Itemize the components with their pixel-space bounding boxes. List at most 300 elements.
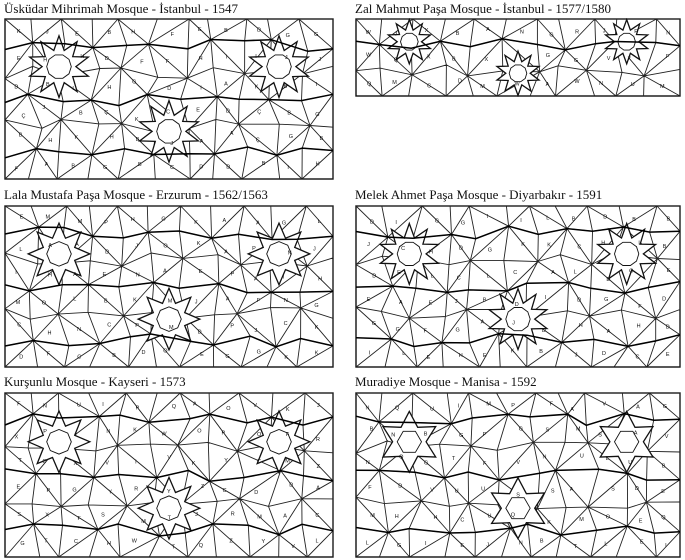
tile-letter: I: [102, 402, 104, 409]
tile-letter: Y: [108, 489, 113, 496]
tile-letter: M: [15, 300, 21, 306]
tile-letter: B: [539, 349, 543, 356]
tile-letter: O: [163, 348, 168, 355]
tile-letter: G: [629, 268, 634, 275]
panel-muradiye: [355, 375, 681, 558]
tile-letter: Q: [367, 81, 372, 88]
tile-letter: I: [72, 86, 74, 93]
tile-letter: V: [253, 403, 257, 410]
tile-letter: P: [135, 323, 139, 329]
tile-letter: J: [195, 512, 198, 519]
tile-letter: B: [138, 161, 142, 168]
tile-letter: W: [161, 431, 167, 438]
tile-letter: A: [254, 276, 258, 283]
tile-letter: K: [547, 519, 551, 526]
tile-letter: X: [426, 54, 431, 61]
tile-letter: N: [599, 81, 604, 88]
tile-letter: M: [480, 84, 485, 90]
rosette-star: [28, 411, 90, 473]
tile-letter: E: [482, 352, 487, 359]
tile-letter: F: [368, 484, 372, 491]
tile-letter: K: [285, 407, 290, 414]
tiling-pattern-lala-mustafa: [4, 205, 334, 368]
tile-letter: V: [664, 434, 669, 441]
tile-letter: H: [109, 134, 114, 141]
panel-title: Zal Mahmut Paşa Mosque - İstanbul - 1577/1580: [355, 1, 611, 16]
tile-letter: I: [282, 274, 285, 281]
tile-letter: P: [252, 245, 256, 252]
tile-letter: W: [366, 52, 372, 59]
tile-letter: B: [369, 426, 374, 433]
panel-title: Kurşunlu Mosque - Kayseri - 1573: [4, 374, 186, 389]
tile-letter: I: [315, 82, 318, 89]
tile-letter: H: [48, 272, 52, 279]
tile-letter: B: [18, 132, 23, 139]
tile-letter: B: [319, 136, 324, 142]
tile-letter: X: [14, 434, 19, 441]
tile-letter: B: [423, 431, 428, 438]
tile-letter: E: [460, 543, 465, 549]
tile-letter: K: [74, 135, 79, 142]
tile-letter: Q: [393, 57, 398, 64]
tile-letter: M: [257, 514, 262, 521]
tile-letter: H: [131, 29, 136, 36]
tile-letter: G: [460, 220, 466, 227]
tile-letter: Y: [167, 488, 171, 495]
tile-letter: G: [225, 354, 230, 360]
tile-letter: G: [161, 216, 166, 223]
tile-letter: B: [661, 463, 666, 470]
tile-letter: T: [171, 544, 176, 551]
tile-letter: O: [226, 405, 231, 412]
tile-letter: B: [135, 137, 140, 144]
tile-letter: S: [598, 432, 602, 439]
tile-letter: E: [661, 489, 665, 495]
tile-letter: N: [135, 272, 140, 279]
tile-letter: G: [132, 79, 137, 86]
tile-letter: A: [480, 319, 485, 326]
tile-letter: H: [80, 54, 85, 61]
tile-letter: N: [43, 403, 47, 410]
tile-letter: G: [455, 327, 460, 334]
tile-letter: E: [426, 354, 431, 361]
tile-letter: Ç: [21, 113, 26, 120]
tile-letter: C: [283, 321, 288, 327]
tile-letter: B: [283, 83, 288, 90]
tile-letter: Q: [661, 515, 666, 521]
tile-letter: N: [391, 432, 396, 439]
rosette-star: [248, 220, 310, 285]
tile-letter: H: [636, 323, 641, 330]
tile-letter: N: [518, 540, 523, 547]
tile-letter: T: [18, 458, 22, 465]
pattern-lines: [5, 19, 333, 179]
tile-letter: G: [604, 297, 609, 304]
tiling-pattern-zal-mahmut: [355, 18, 681, 97]
tile-letter: H: [458, 352, 463, 359]
tile-letter: C: [401, 246, 406, 253]
tile-letter: K: [547, 242, 551, 249]
tile-letter: V: [291, 543, 295, 550]
tile-letter: F: [549, 401, 554, 408]
tile-letter: N: [106, 428, 111, 435]
tile-letter: A: [224, 81, 228, 88]
tile-letter: I: [520, 218, 522, 225]
tile-letter: P: [104, 219, 108, 226]
tile-letter: E: [196, 107, 200, 114]
tile-letter: P: [511, 403, 515, 409]
tile-letter: S: [101, 512, 105, 519]
tile-letter: S: [17, 511, 22, 518]
tile-letter: D: [602, 351, 606, 358]
tile-letter: B: [107, 30, 112, 37]
tile-letter: H: [130, 217, 135, 224]
tile-letter: B: [452, 56, 456, 63]
tile-letter: J: [602, 28, 606, 35]
tile-letter: D: [457, 78, 462, 85]
tile-letter: H: [318, 276, 323, 283]
tile-letter: I: [15, 270, 17, 276]
tile-letter: K: [314, 350, 319, 357]
tile-letter: A: [222, 218, 227, 225]
tile-letter: I: [518, 53, 521, 60]
tile-letter: J: [42, 104, 46, 111]
tile-letter: K: [314, 324, 319, 331]
tile-letter: Q: [395, 405, 400, 412]
tile-letter: M: [579, 516, 584, 523]
tile-letter: F: [483, 461, 487, 467]
tile-letter: D: [14, 84, 19, 91]
tile-letter: S: [550, 488, 555, 495]
tile-letter: E: [198, 269, 203, 275]
tile-letter: X: [45, 512, 49, 519]
tile-letter: D: [199, 164, 204, 171]
tile-letter: I: [425, 540, 427, 547]
tile-letter: G: [424, 460, 429, 467]
tile-letter: F: [140, 59, 144, 66]
tile-letter: A: [399, 300, 403, 307]
tile-letter: A: [545, 81, 550, 88]
tile-letter: M: [285, 458, 290, 465]
tile-letter: M: [169, 325, 174, 331]
tile-letter: L: [317, 219, 321, 226]
tile-letter: C: [635, 354, 640, 361]
tile-letter: C: [170, 164, 174, 171]
tile-letter: U: [454, 488, 459, 495]
tile-letter: F: [423, 328, 427, 335]
tile-letter: R: [134, 486, 139, 493]
rosette-star: [138, 477, 200, 539]
tile-letter: D: [105, 249, 110, 256]
tile-letter: I: [368, 350, 371, 357]
tile-letter: E: [366, 297, 371, 304]
tile-letter: K: [510, 348, 515, 355]
tile-letter: E: [16, 484, 21, 491]
tile-letter: W: [514, 81, 520, 88]
tile-letter: K: [16, 28, 21, 35]
pattern-lines: [356, 393, 680, 557]
tile-letter: Ç: [104, 109, 109, 116]
tile-letter: L: [402, 351, 406, 357]
tile-letter: I: [255, 53, 257, 60]
tile-letter: H: [429, 249, 433, 256]
tile-letter: A: [224, 249, 228, 256]
tile-letter: J: [194, 299, 198, 306]
tile-letter: G: [573, 58, 579, 64]
tile-letter: G: [256, 349, 261, 356]
tile-letter: Z: [229, 538, 233, 545]
tile-letter: B: [539, 538, 544, 545]
tile-letter: A: [569, 486, 574, 493]
tile-letter: T: [451, 456, 456, 463]
tile-letter: I: [135, 459, 137, 466]
tile-letter: C: [427, 83, 432, 90]
tile-letter: F: [14, 166, 19, 173]
tile-letter: O: [257, 431, 262, 438]
tile-letter: A: [633, 430, 638, 437]
tile-letter: H: [48, 138, 53, 144]
tile-letter: E: [428, 300, 433, 307]
tile-letter: L: [19, 246, 23, 253]
tile-letter: H: [43, 57, 48, 64]
tile-letter: E: [197, 27, 202, 34]
tile-letter: K: [194, 220, 198, 227]
tile-letter: L: [315, 538, 319, 545]
tile-letter: V: [430, 487, 434, 494]
tile-letter: I: [395, 220, 397, 227]
tile-letter: F: [256, 298, 261, 305]
tile-letter: F: [638, 303, 642, 310]
tile-letter: H: [433, 514, 438, 521]
tile-letter: C: [77, 354, 82, 361]
panel-melek-ahmet-pasa: [355, 188, 681, 368]
tile-letter: D: [104, 55, 109, 62]
tile-letter: J: [254, 328, 258, 335]
tile-letter: D: [19, 354, 24, 361]
tile-letter: J: [512, 320, 515, 327]
tile-letter: I: [486, 214, 489, 221]
tile-letter: C: [107, 322, 112, 329]
tile-letter: P: [634, 28, 638, 35]
tile-letter: E: [102, 271, 107, 278]
tile-letter: K: [134, 116, 139, 123]
tile-letter: L: [365, 540, 369, 547]
tile-letter: A: [75, 242, 79, 249]
panel-kursunlu: [4, 375, 334, 558]
tile-letter: V: [606, 56, 611, 63]
tiling-pattern-uskudar: [4, 18, 334, 180]
tile-letter: T: [167, 515, 171, 522]
tile-letter: J: [284, 54, 288, 61]
tile-letter: N: [542, 454, 547, 461]
tile-letter: F: [285, 432, 290, 438]
tile-letter: C: [17, 322, 22, 329]
tile-letter: A: [551, 270, 555, 276]
tile-letter: V: [167, 455, 172, 462]
tile-letter: U: [630, 82, 635, 89]
tile-letter: F: [46, 351, 51, 358]
tile-letter: P: [43, 429, 47, 435]
tile-letter: A: [225, 296, 230, 303]
tile-letter: R: [316, 437, 320, 443]
tile-letter: T: [573, 544, 578, 551]
tile-letter: I: [544, 295, 547, 302]
tile-letter: V: [602, 401, 607, 408]
tile-letter: E: [75, 31, 79, 38]
tile-letter: K: [133, 427, 137, 434]
tile-letter: G: [459, 432, 464, 439]
tile-letter: D: [167, 86, 172, 93]
tile-letter: P: [482, 432, 487, 439]
tile-letter: A: [316, 485, 320, 492]
tile-letter: N: [365, 459, 370, 466]
tile-letter: U: [430, 406, 434, 413]
tile-letter: A: [199, 139, 204, 146]
tile-letter: G: [545, 53, 551, 60]
tile-letter: U: [76, 402, 81, 409]
tile-letter: P: [135, 405, 140, 412]
tile-letter: J: [135, 243, 138, 250]
tile-letter: D: [541, 327, 546, 334]
tile-letter: I: [287, 165, 289, 172]
panel-zal-mahmut-pasa: [355, 2, 681, 97]
tile-letter: D: [577, 297, 582, 304]
tile-letter: E: [397, 270, 401, 277]
tiling-pattern-kursunlu: [4, 392, 334, 558]
tile-letter: G: [20, 541, 25, 548]
tile-letter: E: [19, 214, 24, 221]
tile-letter: H: [315, 161, 320, 168]
tile-letter: K: [521, 241, 525, 248]
tile-letter: C: [315, 512, 320, 519]
tile-letter: H: [47, 330, 52, 337]
tile-letter: K: [284, 354, 289, 361]
tile-letter: S: [611, 486, 615, 493]
tile-letter: G: [288, 134, 293, 141]
tile-letter: B: [455, 30, 460, 37]
tile-letter: D: [606, 276, 611, 283]
tile-letter: C: [166, 109, 171, 116]
tile-letter: N: [77, 326, 82, 333]
tile-letter: U: [628, 460, 633, 467]
tile-letter: B: [287, 110, 292, 117]
tile-letter: B: [79, 110, 83, 117]
tile-letter: G: [662, 404, 668, 411]
tile-letter: G: [103, 164, 108, 171]
tile-letter: J: [318, 56, 322, 63]
tile-letter: I: [665, 543, 667, 550]
tile-letter: C: [456, 275, 461, 282]
tile-letter: G: [434, 218, 440, 225]
tile-letter: C: [42, 458, 47, 465]
tile-letter: Z: [316, 463, 320, 470]
tile-letter: B: [46, 81, 50, 88]
tile-letter: G: [315, 111, 320, 118]
tile-letter: K: [196, 240, 201, 247]
tile-letter: A: [44, 161, 49, 168]
tile-letter: L: [638, 240, 642, 247]
tile-letter: D: [514, 302, 519, 309]
tile-letter: G: [371, 321, 376, 327]
tile-letter: J: [454, 298, 458, 305]
panel-title: Melek Ahmet Paşa Mosque - Diyarbakır - 1591: [355, 187, 603, 202]
tile-letter: D: [398, 483, 403, 490]
tile-letter: A: [636, 404, 640, 411]
tile-letter: D: [458, 245, 463, 252]
tile-letter: G: [314, 31, 319, 38]
tile-letter: L: [73, 296, 77, 303]
tile-letter: A: [73, 271, 77, 278]
tile-letter: D: [369, 219, 374, 226]
tile-letter: D: [257, 27, 261, 34]
tile-letter: G: [397, 542, 402, 549]
tile-letter: L: [486, 273, 490, 280]
tile-letter: A: [193, 401, 197, 408]
tile-letter: N: [666, 30, 671, 37]
tile-letter: J: [486, 542, 490, 549]
tile-letter: K: [133, 297, 137, 304]
tile-letter: M: [486, 401, 491, 408]
tile-letter: H: [198, 56, 203, 63]
tiling-pattern-melek-ahmet: [355, 205, 681, 368]
pattern-lines: [5, 206, 333, 367]
tile-letter: D: [197, 329, 202, 336]
tile-letter: E: [665, 352, 670, 358]
tile-letter: Ç: [255, 137, 260, 144]
tile-letter: B: [666, 216, 671, 223]
tile-letter: G: [518, 426, 523, 433]
rosette-star: [489, 289, 547, 350]
tile-letter: G: [549, 32, 554, 39]
tile-letter: M: [370, 512, 375, 519]
tile-letter: X: [484, 56, 489, 63]
tile-letter: A: [256, 220, 260, 227]
panel-uskudar-mihrimah: [4, 2, 334, 180]
tile-letter: A: [48, 243, 52, 250]
tile-letter: D: [226, 164, 231, 171]
tile-letter: C: [460, 517, 465, 524]
tile-letter: V: [105, 460, 109, 467]
tile-letter: B: [104, 298, 108, 305]
tile-letter: D: [665, 324, 670, 331]
tile-letter: C: [577, 244, 582, 251]
tile-letter: B: [224, 27, 228, 34]
tile-letter: D: [662, 296, 667, 303]
panel-title: Muradiye Mosque - Manisa - 1592: [355, 374, 537, 389]
tile-letter: O: [605, 514, 610, 521]
tile-letter: G: [487, 247, 493, 254]
tile-letter: H: [601, 240, 606, 247]
tile-letter: I: [200, 85, 202, 92]
pattern-lines: [5, 393, 333, 557]
tile-letter: D: [289, 482, 294, 489]
tile-letter: Ç: [257, 109, 262, 116]
tile-letter: B: [112, 353, 116, 360]
tile-letter: O: [41, 300, 47, 307]
pattern-lines: [356, 206, 680, 367]
tile-letter: N: [365, 405, 370, 412]
tile-letter: A: [570, 407, 574, 414]
tile-letter: L: [604, 541, 608, 548]
tile-letter: J: [317, 402, 320, 409]
tile-letter: D: [603, 214, 608, 221]
tile-letter: L: [573, 269, 577, 276]
tile-letter: C: [222, 487, 227, 494]
tile-letter: F: [17, 401, 21, 408]
tile-letter: E: [638, 518, 643, 525]
tile-letter: M: [575, 426, 581, 433]
tile-letter: A: [486, 26, 490, 33]
